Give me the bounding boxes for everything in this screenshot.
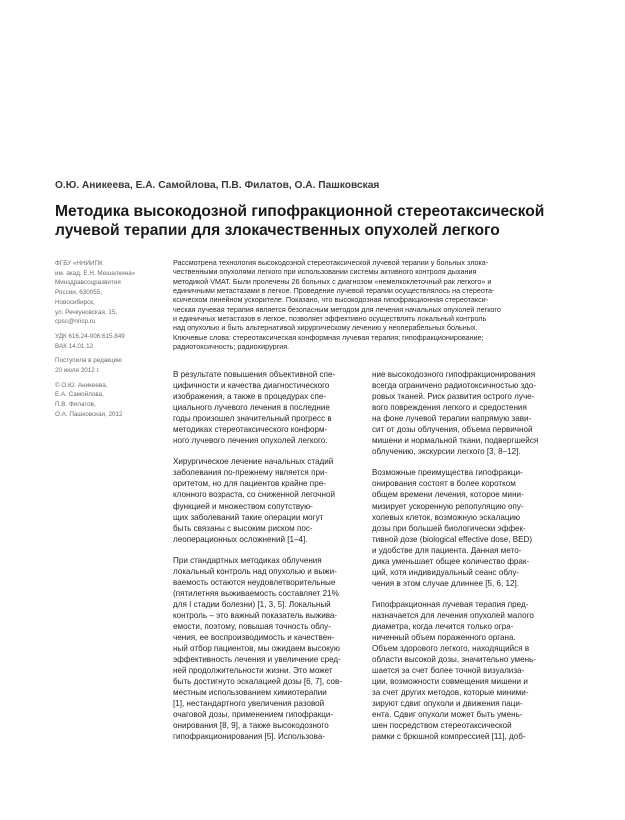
email-link[interactable]: cpsc@nricp.ru	[55, 318, 96, 326]
text-line: для I стадии болезни) [1, 3, 5]. Локальный	[173, 599, 331, 609]
text-line: контроль – это важный показатель выжива-	[173, 610, 338, 620]
paragraph	[372, 599, 570, 743]
text-line: оритетом, но для пациентов крайне пре-	[173, 479, 326, 489]
text-line: холевых клеток, возможную эскалацию	[372, 512, 521, 522]
keywords-line: радиотоксичность; радиохирургия.	[173, 342, 290, 352]
text-line: местным использованием химиотерапии	[173, 688, 327, 698]
text-line: дозы при большей биологически эффек-	[372, 523, 526, 533]
abstract-line: методикой VMAT. Были пролечены 26 больных с диагнозом «немелкоклеточный рак легкого» и	[173, 276, 492, 286]
meta-line: П.В. Филатов,	[55, 401, 96, 409]
text-line: ента. Сдвиг опухоли может быть умень-	[372, 710, 523, 720]
text-line: области высокой дозы, значительно умень-	[372, 655, 536, 665]
text-line: шается за счет более точной визуализа-	[372, 666, 525, 676]
meta-line: 20 июля 2012 г.	[55, 367, 100, 375]
received-date	[55, 356, 167, 375]
text-line: емости, поэтому, повышая точность облу-	[173, 621, 331, 631]
meta-line: Новосибирск,	[55, 298, 95, 306]
text-line: мизирует ускоренную репопуляцию опу-	[372, 501, 524, 511]
text-line: ваемость остаются неудовлетворительные	[173, 577, 336, 587]
text-line: онирования состоят в более коротком	[372, 479, 516, 489]
paragraph	[173, 555, 371, 743]
text-line: назначается для лечения опухолей малого	[372, 610, 534, 620]
meta-line: © О.Ю. Аникеева,	[55, 381, 108, 389]
meta-line: Е.А. Самойлова,	[55, 391, 104, 399]
text-line: и удобстве для пациента. Данная мето-	[372, 545, 522, 555]
meta-line: им. акад. Е.Н. Мешалкина»	[55, 269, 136, 277]
text-line: облучению, экскурсии легкого [3, 8–12].	[372, 447, 521, 457]
text-line: шен посредством стереотаксической	[372, 721, 512, 731]
text-line: ный отбор пациентов, мы ожидаем высокую	[173, 644, 340, 654]
abstract-line: чественными опухолями легкого при использовании системы активного контроля дыхания	[173, 267, 477, 277]
affiliation	[55, 259, 167, 327]
text-line: При стандартных методиках облучения	[173, 555, 322, 565]
text-line: быть связаны с высоким риском пос-	[173, 523, 313, 533]
text-line: Гипофракционная лучевая терапия пред-	[372, 599, 529, 609]
abstract-line: ческая лучевая терапия является безопасным методом для лечения начальных опухолей легкого	[173, 304, 501, 314]
text-line: чения в этом случае длиннее [5, 6, 12].	[372, 578, 519, 588]
text-line: заболевания по-прежнему является при-	[173, 468, 328, 478]
text-line: очаговой дозы, применением гипофракци-	[173, 710, 334, 720]
paragraph	[372, 467, 570, 589]
text-line: ровых тканей. Риск развития острого луче-	[372, 392, 535, 402]
text-line: ние высокодозного гипофракционирования	[372, 370, 536, 379]
text-line: функцией и множеством сопутствую-	[173, 501, 313, 511]
abstract	[173, 258, 573, 351]
text-line: чения, ее воспроизводимость и качествен-	[173, 633, 335, 643]
abstract-line: над опухолью и быть альтернативой хирургическому лечению у неоперабельных больных.	[173, 323, 478, 333]
abstract-line: Рассмотрена технология высокодозной стереотаксической лучевой терапии у больных злока-	[173, 258, 489, 267]
paragraph	[173, 456, 371, 544]
text-line: рамки с брюшной компрессией [11], доб-	[372, 732, 526, 742]
meta-line: ул. Речкуновская, 15,	[55, 308, 118, 316]
text-line: циального лучевого лечения в последние	[173, 403, 330, 413]
meta-line: Минздравсоцразвития	[55, 279, 121, 287]
text-line: (пятилетняя выживаемость составляет 21%	[173, 588, 339, 598]
authors: О.Ю. Аникеева, Е.А. Самойлова, П.В. Филатов, О.А. Пашковская	[55, 180, 380, 191]
text-line: леоперационных осложнений [1–4].	[173, 534, 308, 544]
text-line: за счет других методов, которые миними-	[372, 688, 529, 698]
abstract-line: единичными метастазами в легкое. Проведение лучевой терапии осуществлялось на стереота-	[173, 286, 495, 296]
meta-line: ВАК 14.01.12	[55, 342, 94, 350]
text-line: методиках стереотаксического конформ-	[173, 425, 328, 435]
text-line: ней продолжительности жизни. Это может	[173, 666, 333, 676]
text-line: ного лучевого лечения опухолей легкого.	[173, 436, 328, 446]
text-line: сит от дозы облучения, объема первичной	[372, 425, 533, 435]
meta-line: России, 630055,	[55, 289, 103, 297]
text-line: эффективность лечения и увеличение сред-	[173, 655, 341, 665]
text-line: на фоне лучевой терапии напрямую зави-	[372, 414, 532, 424]
keywords-line: Ключевые слова: стереотаксическая конформная лучевая терапия; гипофракционирование;	[173, 332, 484, 342]
text-line: вого повреждения легкого и средостения	[372, 403, 527, 413]
text-line: ции, возможности совмещения мишени и	[372, 677, 528, 687]
copyright	[55, 381, 167, 420]
meta-line: Поступила в редакцию	[55, 357, 122, 365]
article-title	[55, 202, 575, 240]
text-line: клонного возраста, со сниженной легочной	[173, 490, 335, 500]
udc-codes	[55, 332, 167, 351]
text-line: годы произошел значительный прогресс в	[173, 414, 332, 424]
abstract-line: ксическом линейном ускорителе. Показано, что высокодозная гипофракционная стереотакси-	[173, 295, 489, 305]
text-line: тивной дозе (biological effective dose, BED)	[372, 534, 533, 544]
paragraph	[173, 369, 371, 446]
meta-line: УДК 616.24-006:615.849	[55, 332, 125, 340]
text-line: зируют сдвиг опухоли и движения паци-	[372, 699, 523, 709]
text-line: [1], нестандартного увеличения разовой	[173, 699, 325, 709]
title-line: Методика высокодозной гипофракционной стереотаксической	[55, 203, 545, 220]
text-line: Объем здорового легкого, находящийся в	[372, 644, 530, 654]
text-line: быть достигнуто эскалацией дозы [6, 7], сов-	[173, 677, 343, 687]
text-line: диаметра, когда лечится только огра-	[372, 621, 514, 631]
abstract-line: и единичных метастазов в легкое, позволяет эффективно осуществлять локальный контроль	[173, 314, 487, 324]
text-line: ниченный объем пораженного органа.	[372, 633, 516, 643]
text-line: общем времени лечения, которое мини-	[372, 490, 524, 500]
text-line: всегда ограничено радиотоксичностью здо-	[372, 381, 537, 391]
article-meta	[55, 259, 167, 425]
text-line: локальный контроль над опухолью и выжи-	[173, 566, 337, 576]
meta-line: ФГБУ «ННИИПК	[55, 260, 103, 267]
text-line: щих заболеваний такие операции могут	[173, 512, 324, 522]
text-line: Хирургическое лечение начальных стадий	[173, 457, 334, 467]
text-line: В результате повышения объективной спе-	[173, 370, 336, 379]
meta-line: О.А. Пашковская, 2012	[55, 410, 123, 418]
text-line: онирования [8, 9], а также высокодозного	[173, 721, 329, 731]
title-line: лучевой терапии для злокачественных опухолей легкого	[55, 222, 500, 239]
body-column-left	[173, 369, 371, 753]
text-line: цифичности и качества диагностического	[173, 381, 330, 391]
text-line: изображения, а также в процедурах спе-	[173, 392, 327, 402]
paragraph	[372, 369, 570, 457]
body-column-right	[372, 369, 570, 753]
text-line: ций, хотя индивидуальный сеанс облу-	[372, 567, 520, 577]
text-line: гипофракционирования [5]. Использова-	[173, 732, 326, 742]
text-line: дика уменьшает общее количество фрак-	[372, 556, 530, 566]
text-line: Возможные преимущества гипофракци-	[372, 468, 523, 478]
text-line: мишени и нормальной ткани, подвергшейся	[372, 436, 539, 446]
